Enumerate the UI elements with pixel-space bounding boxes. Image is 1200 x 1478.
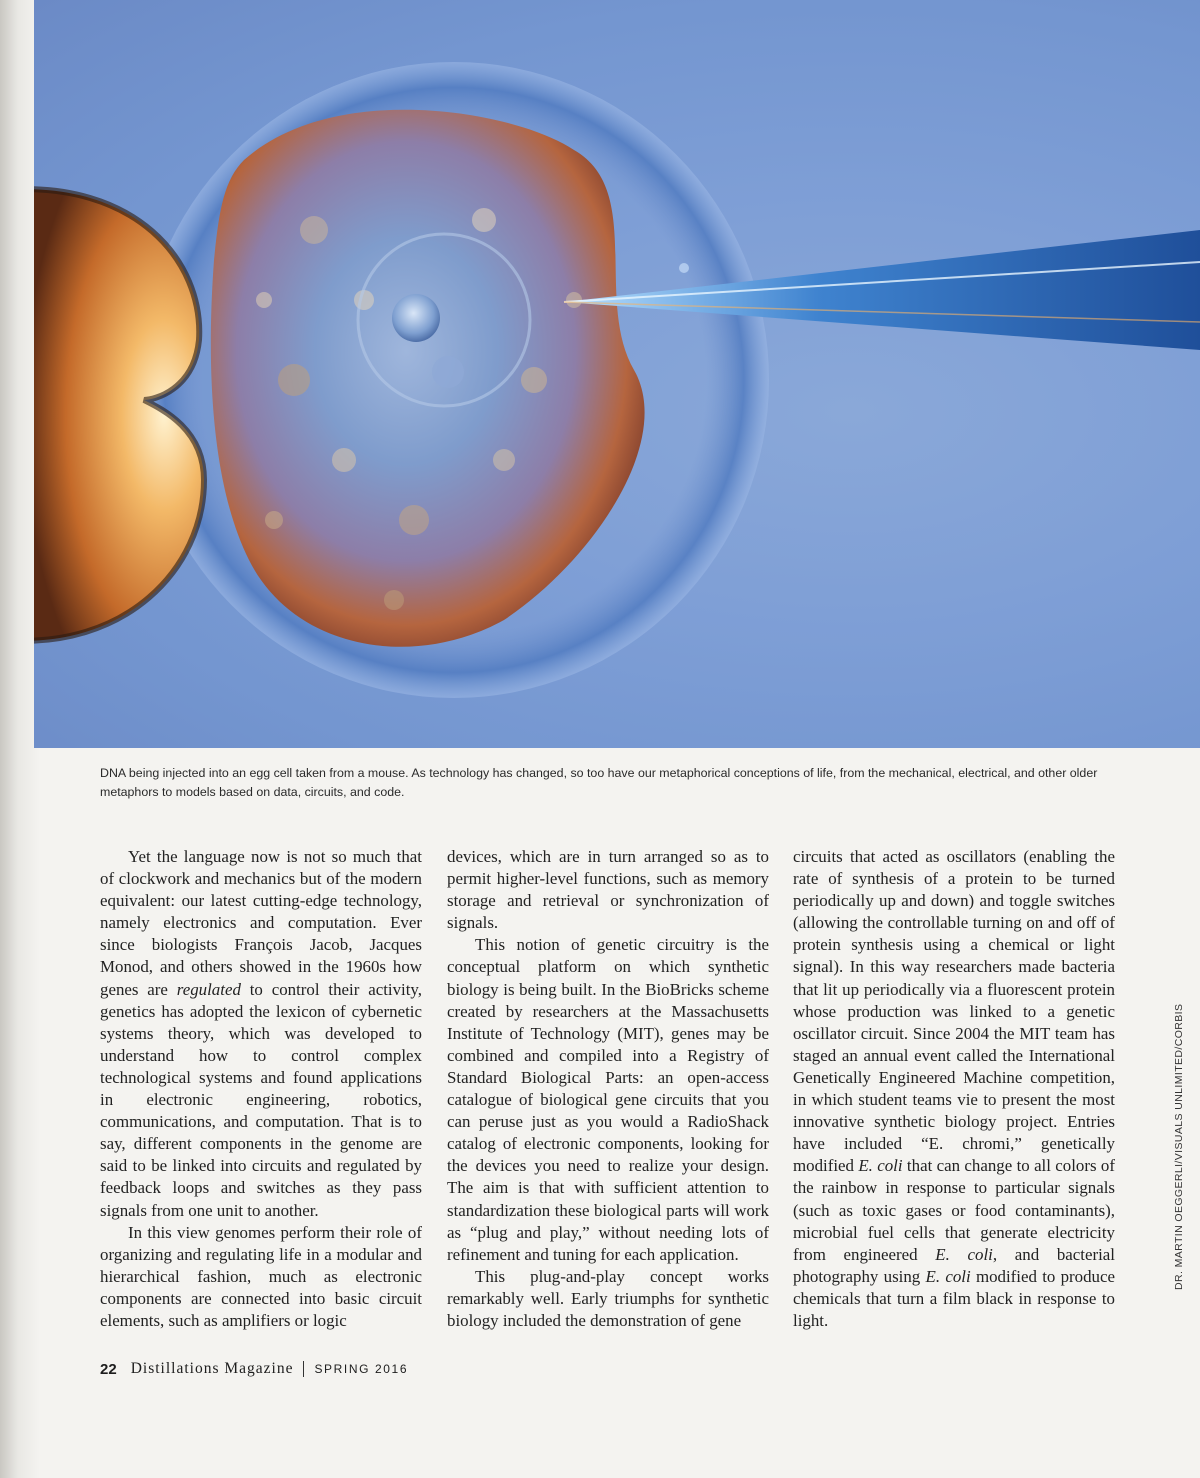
paragraph: This notion of genetic circuitry is the conceptual platform on which synthetic biology is being built. In the BioBricks scheme created by researchers at the Massachusetts Institute of Technology (MIT), genes may be combined and compiled into a Registry of Standard Biological Parts: an open-access catalogue of biological gene circuits that you can peruse just as you would a RadioShack catalog of electronic components, looking for the devices you need to realize your design. The aim is that with sufficient attention to standardization these biological parts will work as “plug and play,” without needing lots of refinement and tuning for each application. xyxy=(447,935,769,1264)
article-column-1 xyxy=(100,846,422,1332)
page-number: 22 xyxy=(100,1360,117,1378)
issue-label: SPRING 2016 xyxy=(314,1362,409,1376)
egg-cell-photo xyxy=(34,0,1200,748)
paragraph: In this view genomes perform their role of organizing and regulating life in a modular and hierarchical fashion, much as electronic components are connected into basic circuit elements, such as amplifiers or logic xyxy=(100,1222,422,1330)
nucleolus xyxy=(392,294,440,342)
polar-body xyxy=(432,356,464,388)
egg-cell-illustration xyxy=(34,0,1200,748)
page-footer xyxy=(100,1358,408,1380)
article-column-3 xyxy=(793,846,1115,1332)
bubble xyxy=(679,263,689,273)
article-column-2 xyxy=(447,846,769,1332)
footer-divider xyxy=(303,1361,304,1377)
paragraph: devices, which are in turn arranged so as to permit higher-level functions, such as memory storage and retrieval or synchronization of signals. xyxy=(447,847,769,933)
photo-caption: DNA being injected into an egg cell taken from a mouse. As technology has changed, so too have our metaphorical conceptions of life, from the mechanical, electrical, and other older metaphors to models based on data, circuits, and code. xyxy=(100,766,1098,799)
paragraph: Yet the language now is not so much that of clockwork and mechanics but of the modern equivalent: our latest cutting-edge technology, namely electronics and computation. Ever since biologists François Jacob, Jacques Monod, and others showed in the 1960s how genes are regulated to control their activity, genetics has adopted the lexicon of cybernetic systems theory, which was developed to understand how to control complex technological systems and found applications in electronic engineering, robotics, communications, and computation. That is to say, different components in the genome are said to be linked into circuits and regulated by feedback loops and switches as they pass signals from one unit to another. xyxy=(100,847,422,1220)
paragraph: circuits that acted as oscillators (enabling the rate of synthesis of a protein to be turned periodically up and down) and toggle switches (allowing the controllable turning on and off of protein synthesis using a chemical or light signal). In this way researchers made bacteria that lit up periodically via a fluorescent protein whose production was linked to a genetic oscillator circuit. Since 2004 the MIT team has staged an annual event called the International Genetically Engineered Machine competition, in which student teams vie to present the most innovative synthetic biology project. Entries have included “E. chromi,” genetically modified E. coli that can change to all colors of the rainbow in response to particular signals (such as toxic gases or food contaminants), microbial fuel cells that generate electricity from engineered E. coli, and bacterial photography using E. coli modified to produce chemicals that turn a film black in response to light. xyxy=(793,847,1115,1330)
magazine-name: Distillations Magazine xyxy=(130,1360,294,1377)
paragraph: This plug-and-play concept works remarkably well. Early triumphs for synthetic biology included the demonstration of gene xyxy=(447,1266,769,1330)
photo-credit: DR. MARTIN OEGGERLI/VISUALS UNLIMITED/CORBIS xyxy=(1173,1003,1185,1290)
